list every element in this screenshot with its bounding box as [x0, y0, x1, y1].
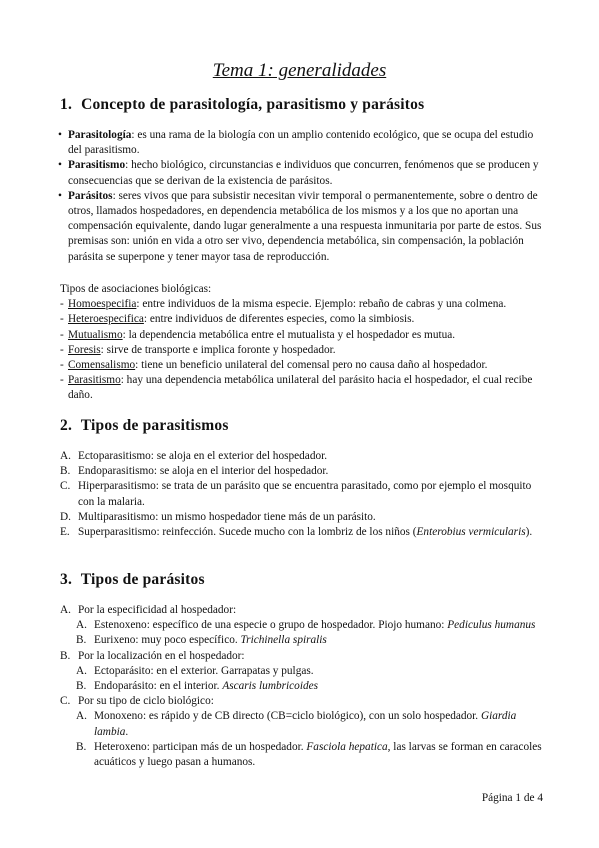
definition: : hecho biológico, circunstancias e individuos que concurren, fenómenos que se producen y consecuencias que se derivan de la existencia de parásitos. [68, 159, 539, 187]
list-item [60, 510, 545, 525]
parasite-types-list [60, 603, 545, 770]
term: Parasitismo [68, 159, 126, 172]
definition: : sirve de transporte e implica foronte y hospedador. [100, 343, 336, 356]
definition: : hay una dependencia metabólica unilateral del parásito hacia el hospedador, el cual recibe daño. [68, 374, 533, 402]
definition: : es una rama de la biología con un amplio contenido ecológico, que se ocupa del estudio del parasitismo. [68, 129, 534, 157]
dash-icon: - [60, 328, 64, 341]
section-number: 1. [60, 96, 73, 113]
section-3-heading [60, 571, 205, 589]
term: Heteroespecifica [68, 313, 144, 326]
species-name: Trichinella spiralis [240, 634, 327, 647]
item-letter: B. [60, 465, 71, 478]
item-letter: A. [76, 664, 87, 677]
sub-list-item [60, 679, 545, 694]
definition: : entre individuos de la misma especie. Ejemplo: rebaño de cabras y una colmena. [136, 298, 507, 311]
item-tail: ). [525, 526, 533, 539]
item-text: Ectoparasitismo: se aloja en el exterior del hospedador. [78, 450, 328, 462]
term: Parasitismo [68, 374, 121, 387]
dash-icon: - [60, 343, 64, 356]
list-item [60, 312, 545, 327]
species-name: Fasciola hepatica [306, 740, 388, 753]
item-letter: C. [60, 480, 71, 493]
item-text: Monoxeno: es rápido y de CB directo (CB=ciclo biológico), con un solo hospedador. [94, 710, 481, 723]
section-title: Concepto de parasitología, parasitismo y parásitos [81, 96, 425, 113]
list-item [60, 464, 545, 479]
dash-icon: - [60, 313, 64, 326]
definition: : entre individuos de diferentes especies, como la simbiosis. [143, 313, 415, 326]
term: Parásitos [68, 189, 113, 202]
item-letter: A. [60, 450, 71, 462]
item-text: Estenoxeno: específico de una especie o grupo de hospedador. Piojo humano: [94, 619, 448, 632]
definition: : seres vivos que para subsistir necesitan vivir temporal o permanentemente, sobre o dentro de otros, llamados hospedadores, en dependencia metabólica de los mismos y a los que no aportan una compensación equivalente, dando lugar generalmente a una respuesta inmunitaria por parte de estos. Sus premisas son: unión en vida a otro ser vivo, dependencia metabólica, sin compensación, la población parásita se superpone y tener mayor tasa de reproducción. [68, 189, 542, 263]
term: Comensalismo [68, 359, 136, 372]
definitions-list [60, 128, 545, 265]
bullet-icon: • [58, 159, 62, 172]
list-item [60, 358, 545, 373]
term: Foresis [68, 343, 101, 356]
list-item [60, 525, 545, 540]
page-title: Tema 1: generalidades [212, 60, 387, 81]
list-item [60, 373, 545, 403]
dash-icon: - [60, 298, 64, 311]
page-number: Página 1 de 4 [481, 792, 543, 804]
sub-list-item [60, 740, 545, 770]
section-number: 3. [60, 571, 73, 588]
species-name: Pediculus humanus [447, 619, 536, 632]
bullet-icon: • [58, 129, 62, 141]
list-item [60, 297, 545, 312]
species-name: Giardia lambia [94, 710, 517, 738]
list-item [60, 343, 545, 358]
associations-intro: Tipos de asociaciones biológicas: [60, 283, 212, 295]
section-title: Tipos de parásitos [80, 571, 205, 588]
item-text: Por su tipo de ciclo biológico: [78, 695, 214, 708]
sub-list-item [60, 633, 545, 648]
associations-list [60, 282, 545, 404]
list-item [60, 189, 545, 265]
item-letter: A. [76, 619, 87, 632]
item-letter: B. [76, 634, 87, 647]
list-item [60, 449, 545, 464]
sub-list-item [60, 618, 545, 633]
item-letter: D. [60, 510, 71, 523]
parasitism-types-list [60, 449, 545, 540]
item-text: Por la especificidad al hospedador: [78, 604, 237, 616]
species-name: Ascaris lumbricoides [222, 680, 319, 693]
section-1-heading [60, 96, 424, 114]
item-text: Eurixeno: muy poco específico. [94, 634, 241, 647]
section-2-heading [60, 417, 229, 435]
section-number: 2. [60, 417, 73, 434]
item-text: Superparasitismo: reinfección. Sucede mucho con la lombriz de los niños ( [78, 526, 417, 539]
list-item [60, 128, 545, 158]
item-text: Multiparasitismo: un mismo hospedador tiene más de un parásito. [78, 510, 376, 523]
bullet-icon: • [58, 189, 62, 202]
term: Mutualismo [68, 328, 123, 341]
item-text: Por la localización en el hospedador: [78, 649, 245, 662]
item-letter: B. [76, 740, 87, 753]
list-item [60, 649, 545, 664]
list-item [60, 603, 545, 618]
item-letter: B. [76, 680, 87, 693]
sub-list-item [60, 709, 545, 739]
list-item [60, 694, 545, 709]
section-title: Tipos de parasitismos [80, 417, 229, 434]
definition: : la dependencia metabólica entre el mutualista y el hospedador es mutua. [122, 328, 456, 341]
item-tail: . [125, 725, 129, 738]
item-text: Heteroxeno: participan más de un hospedador. [94, 740, 307, 753]
term: Parasitología [68, 129, 132, 141]
item-tail: , las larvas se forman en caracoles acuáticos y luego pasan a humanos. [94, 740, 542, 769]
item-text: Endoparasitismo: se aloja en el interior del hospedador. [78, 465, 329, 478]
list-item [60, 479, 545, 509]
item-letter: C. [60, 695, 71, 708]
definition: : tiene un beneficio unilateral del comensal pero no causa daño al hospedador. [135, 359, 488, 372]
item-text: Endoparásito: en el interior. [94, 680, 223, 693]
term: Homoespecifia [68, 298, 137, 311]
item-letter: A. [60, 604, 71, 616]
item-letter: E. [60, 526, 70, 539]
item-text: Ectoparásito: en el exterior. Garrapatas y pulgas. [94, 664, 314, 677]
item-letter: B. [60, 649, 71, 662]
item-letter: A. [76, 710, 87, 723]
list-item [60, 328, 545, 343]
dash-icon: - [60, 374, 64, 387]
list-item [60, 158, 545, 188]
dash-icon: - [60, 359, 64, 372]
sub-list-item [60, 664, 545, 679]
species-name: Enterobius vermicularis [416, 526, 526, 539]
item-text: Hiperparasitismo: se trata de un parásito que se encuentra parasitado, como por ejemplo el mosquito con la malaria. [78, 480, 532, 508]
